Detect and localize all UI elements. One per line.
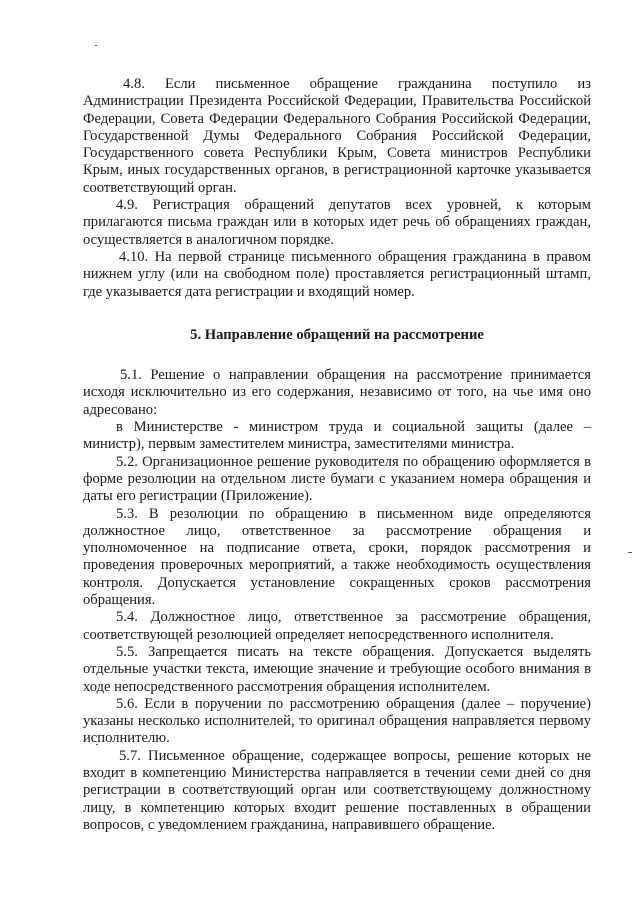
document-body — [83, 76, 591, 834]
paragraph-5-1-continuation: в Министерстве - министром труда и социальной защиты (далее – министр), первым заместителем министра, заместителями министра. — [83, 419, 591, 453]
paragraph-5-5: 5.5. Запрещается писать на тексте обращения. Допускается выделять отдельные участки текста, имеющие значение и требующие особого внимания в ходе непосредственного рассмотрения обращения исполнителем. — [83, 643, 591, 695]
paragraph-5-4: 5.4. Должностное лицо, ответственное за рассмотрение обращения, соответствующей резолюцией определяет непосредственного исполнителя. — [83, 609, 591, 643]
scan-speck — [95, 45, 97, 46]
paragraph-5-6: 5.6. Если в поручении по рассмотрению обращения (далее – поручение) указаны несколько исполнителей, то оригинал обращения направляется первому исполнителю. — [83, 695, 591, 747]
paragraph-4-9: 4.9. Регистрация обращений депутатов всех уровней, к которым прилагаются письма граждан или в которых идет речь об обращениях граждан, осуществляется в аналогичном порядке. — [83, 197, 591, 248]
paragraph-4-8: 4.8. Если письменное обращение гражданина поступило из Администрации Президента Российской Федерации, Правительства Российской Федерации, Совета Федерации Федерального Собрания Российской Федерации, Государственной Думы Федерального Собрания Российской Федерации, Государственного совета Республики Крым, Совета министров Республики Крым, иных государственных органов, в регистрационной карточке указывается соответствующий орган. — [83, 76, 591, 196]
scan-speck — [628, 552, 632, 553]
paragraph-5-2: 5.2. Организационное решение руководителя по обращению оформляется в форме резолюции на отдельном листе бумаги с указанием номера обращения и даты его регистрации (Приложение). — [83, 453, 591, 505]
paragraph-5-1: 5.1. Решение о направлении обращения на рассмотрение принимается исходя исключительно из его содержания, независимо от того, на чье имя оно адресовано: — [83, 367, 591, 418]
paragraph-4-10: 4.10. На первой странице письменного обращения гражданина в правом нижнем углу (или на свободном поле) проставляется регистрационный штамп, где указывается дата регистрации и входящий номер. — [83, 248, 591, 300]
paragraph-5-3: 5.3. В резолюции по обращению в письменном виде определяются должностное лицо, ответственное за рассмотрение обращения и уполномоченное на подписание ответа, сроки, порядок рассмотрения и проведения проверочных мероприятий, а также необходимость осуществления контроля. Допускается установление сокращенных сроков рассмотрения обращения. — [83, 505, 591, 609]
paragraph-5-7: 5.7. Письменное обращение, содержащее вопросы, решение которых не входит в компетенцию Министерства направляется в течении семи дней со дня регистрации в соответствующий орган или соответствующему должностному лицу, в компетенцию которых входит решение поставленных в обращении вопросов, с уведомлением гражданина, направившего обращение. — [83, 747, 591, 833]
section-5-title: 5. Направление обращений на рассмотрение — [190, 326, 484, 343]
